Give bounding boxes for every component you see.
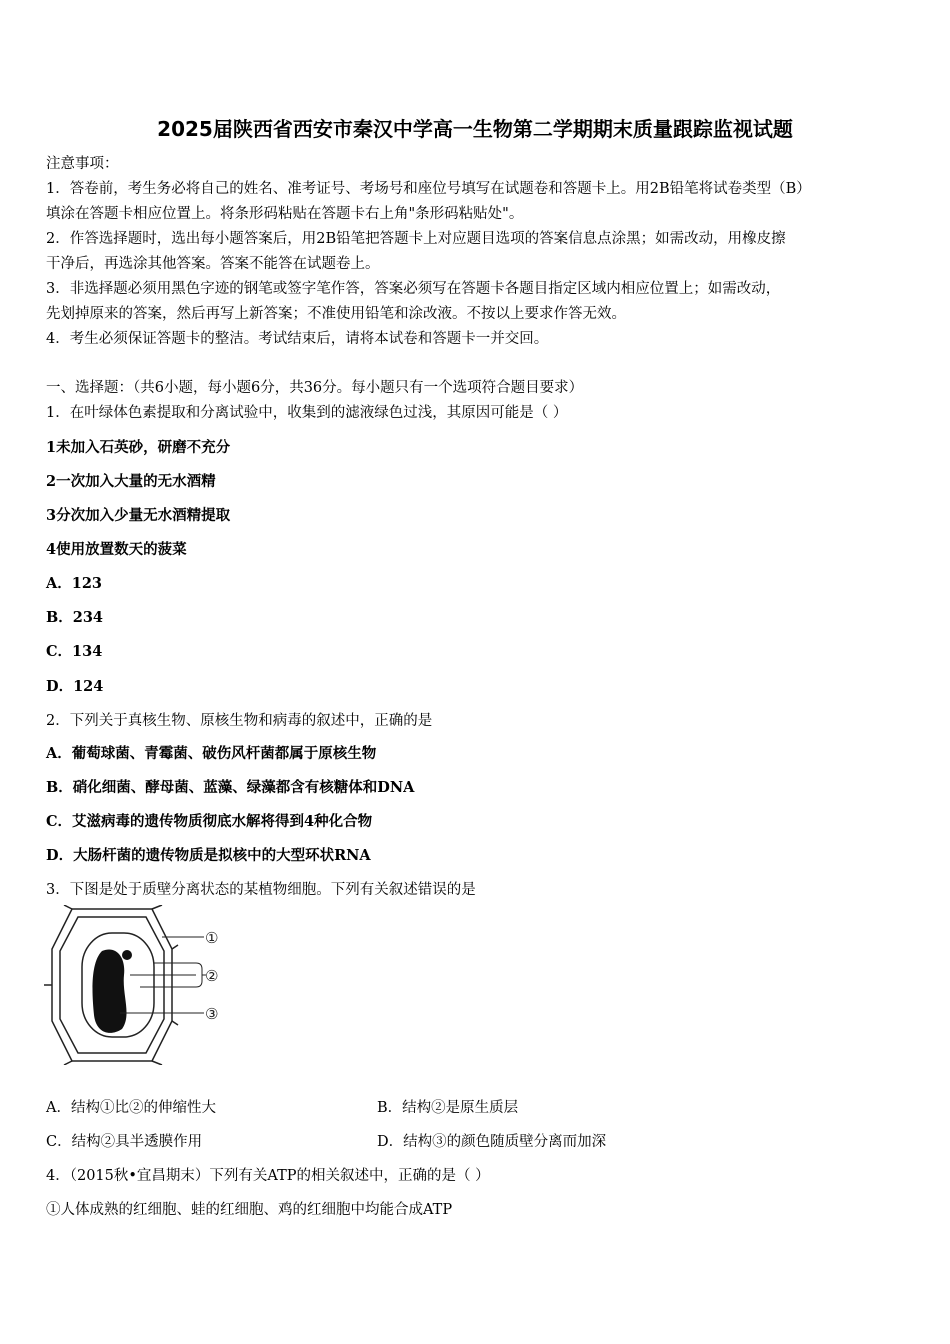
notice-line: 3．非选择题必须用黑色字迹的钢笔或签字笔作答，答案必须写在答题卡各题目指定区域内相应位置上；如需改动， [46, 281, 781, 297]
question-2-option-c: C．艾滋病毒的遗传物质彻底水解将得到4种化合物 [46, 813, 373, 830]
question-1-item: 3分次加入少量无水酒精提取 [46, 507, 231, 524]
nucleus [122, 950, 132, 960]
notice-line: 干净后，再选涂其他答案。答案不能答在试题卷上。 [46, 256, 380, 272]
question-1-stem: 1．在叶绿体色素提取和分离试验中，收集到的滤液绿色过浅，其原因可能是（ ） [46, 405, 568, 421]
question-1-option-b: B．234 [46, 609, 104, 626]
label-3: ③ [205, 1005, 219, 1023]
question-3-option-b: B．结构②是原生质层 [377, 1100, 519, 1116]
question-2-option-d: D．大肠杆菌的遗传物质是拟核中的大型环状RNA [46, 847, 371, 864]
vacuole [92, 949, 126, 1032]
notice-line: 1．答卷前，考生务必将自己的姓名、准考证号、考场号和座位号填写在试题卷和答题卡上。用2B铅笔将试卷类型（B） [46, 181, 811, 197]
question-3-option-a: A．结构①比②的伸缩性大 [46, 1100, 216, 1116]
label-2: ② [205, 967, 219, 985]
question-3-stem: 3．下图是处于质壁分离状态的某植物细胞。下列有关叙述错误的是 [46, 882, 476, 898]
notice-line: 填涂在答题卡相应位置上。将条形码粘贴在答题卡右上角"条形码粘贴处"。 [46, 206, 524, 222]
label-1: ① [205, 929, 219, 947]
question-1-option-d: D．124 [46, 678, 104, 695]
notice-heading: 注意事项： [46, 156, 119, 172]
question-1-item: 1未加入石英砂，研磨不充分 [46, 439, 231, 456]
page-title: 2025届陕西省西安市秦汉中学高一生物第二学期期末质量跟踪监视试题 [157, 117, 793, 141]
question-4-item: ①人体成熟的红细胞、蛙的红细胞、鸡的红细胞中均能合成ATP [46, 1202, 453, 1218]
notice-line: 4．考生必须保证答题卡的整洁。考试结束后，请将本试卷和答题卡一并交回。 [46, 331, 549, 347]
question-1-item: 4使用放置数天的菠菜 [46, 541, 187, 558]
question-1-item: 2一次加入大量的无水酒精 [46, 473, 216, 490]
question-3-option-d: D．结构③的颜色随质壁分离而加深 [377, 1134, 607, 1150]
question-2-option-a: A．葡萄球菌、青霉菌、破伤风杆菌都属于原核生物 [46, 745, 377, 762]
section-heading: 一、选择题：（共6小题，每小题6分，共36分。每小题只有一个选项符合题目要求） [46, 380, 584, 396]
notice-line: 先划掉原来的答案，然后再写上新答案；不准使用铅笔和涂改液。不按以上要求作答无效。 [46, 306, 626, 322]
question-2-option-b: B．硝化细菌、酵母菌、蓝藻、绿藻都含有核糖体和DNA [46, 779, 415, 796]
question-4-stem: 4．（2015秋•宜昌期末）下列有关ATP的相关叙述中，正确的是（ ） [46, 1168, 490, 1184]
question-1-option-a: A．123 [46, 575, 103, 592]
question-2-stem: 2．下列关于真核生物、原核生物和病毒的叙述中，正确的是 [46, 713, 433, 729]
question-1-option-c: C．134 [46, 643, 103, 660]
notice-line: 2．作答选择题时，选出每小题答案后，用2B铅笔把答题卡上对应题目选项的答案信息点涂黑；如需改动，用橡皮擦 [46, 231, 786, 247]
plasmolysis-cell-figure [44, 905, 234, 1065]
question-3-option-c: C．结构②具半透膜作用 [46, 1134, 203, 1150]
